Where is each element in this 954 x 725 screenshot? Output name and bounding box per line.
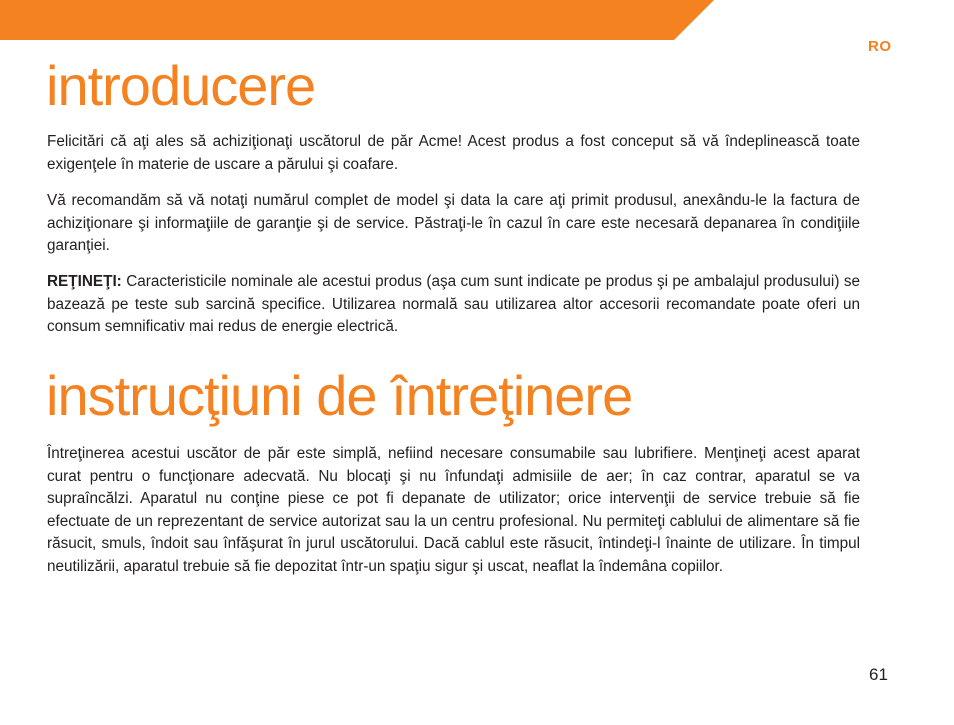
maintenance-paragraph: Întreţinerea acestui uscător de păr este simplă, nefiind necesare consumabile sau lubrifiere. Menţineţi acest aparat curat pentru o funcţionare adecvată. Nu blocaţi şi nu înfundaţi admisiile de aer; în caz contrar, aparatul se va supraîncălzi. Aparatul nu conţine piese ce pot fi depanate de utilizator; orice intervenţii de service trebuie să fie efectuate de un reprezentant de service autorizat sau la un centru profesional. Nu permiteţi cablului de alimentare să fie răsucit, smuls, îndoit sau înfăşurat în jurul uscătorului. Dacă cablul este răsucit, întindeţi-l înainte de utilizare. În timpul neutilizării, aparatul trebuie să fie depozitat într-un spaţiu sigur şi uscat, neaflat la îndemâna copiilor. — [47, 445, 860, 575]
intro-paragraph-congrats: Felicitări că aţi ales să achiziţionaţi uscătorul de păr Acme! Acest produs a fost conceput să vă îndeplinească toate exigenţele în materie de uscare a părului şi coafare. — [47, 133, 860, 173]
section-title-maintenance: instrucţiuni de întreţinere — [46, 364, 633, 427]
page-number: 61 — [869, 665, 888, 684]
section-title-introduction: introducere — [46, 54, 316, 117]
note-label: REŢINEŢI: — [47, 273, 122, 290]
note-text: Caracteristicile nominale ale acestui produs (aşa cum sunt indicate pe produs şi pe ambalajul produsului) se bazează pe teste sub sarcină specifice. Utilizarea normală sau utilizarea altor accesorii recomandate poate oferi un consum semnificativ mai redus de energie electrică. — [47, 273, 860, 335]
orange-header-banner — [0, 0, 714, 40]
intro-note-paragraph — [47, 271, 860, 339]
language-code: RO — [868, 38, 892, 55]
intro-paragraph-recommendation: Vă recomandăm să vă notaţi numărul complet de model şi data la care aţi primit produsul, anexându-le la factura de achiziţionare şi informaţiile de garanţie şi de service. Păstraţi-le în cazul în care este necesară depanarea în condiţiile garanţiei. — [47, 192, 860, 254]
